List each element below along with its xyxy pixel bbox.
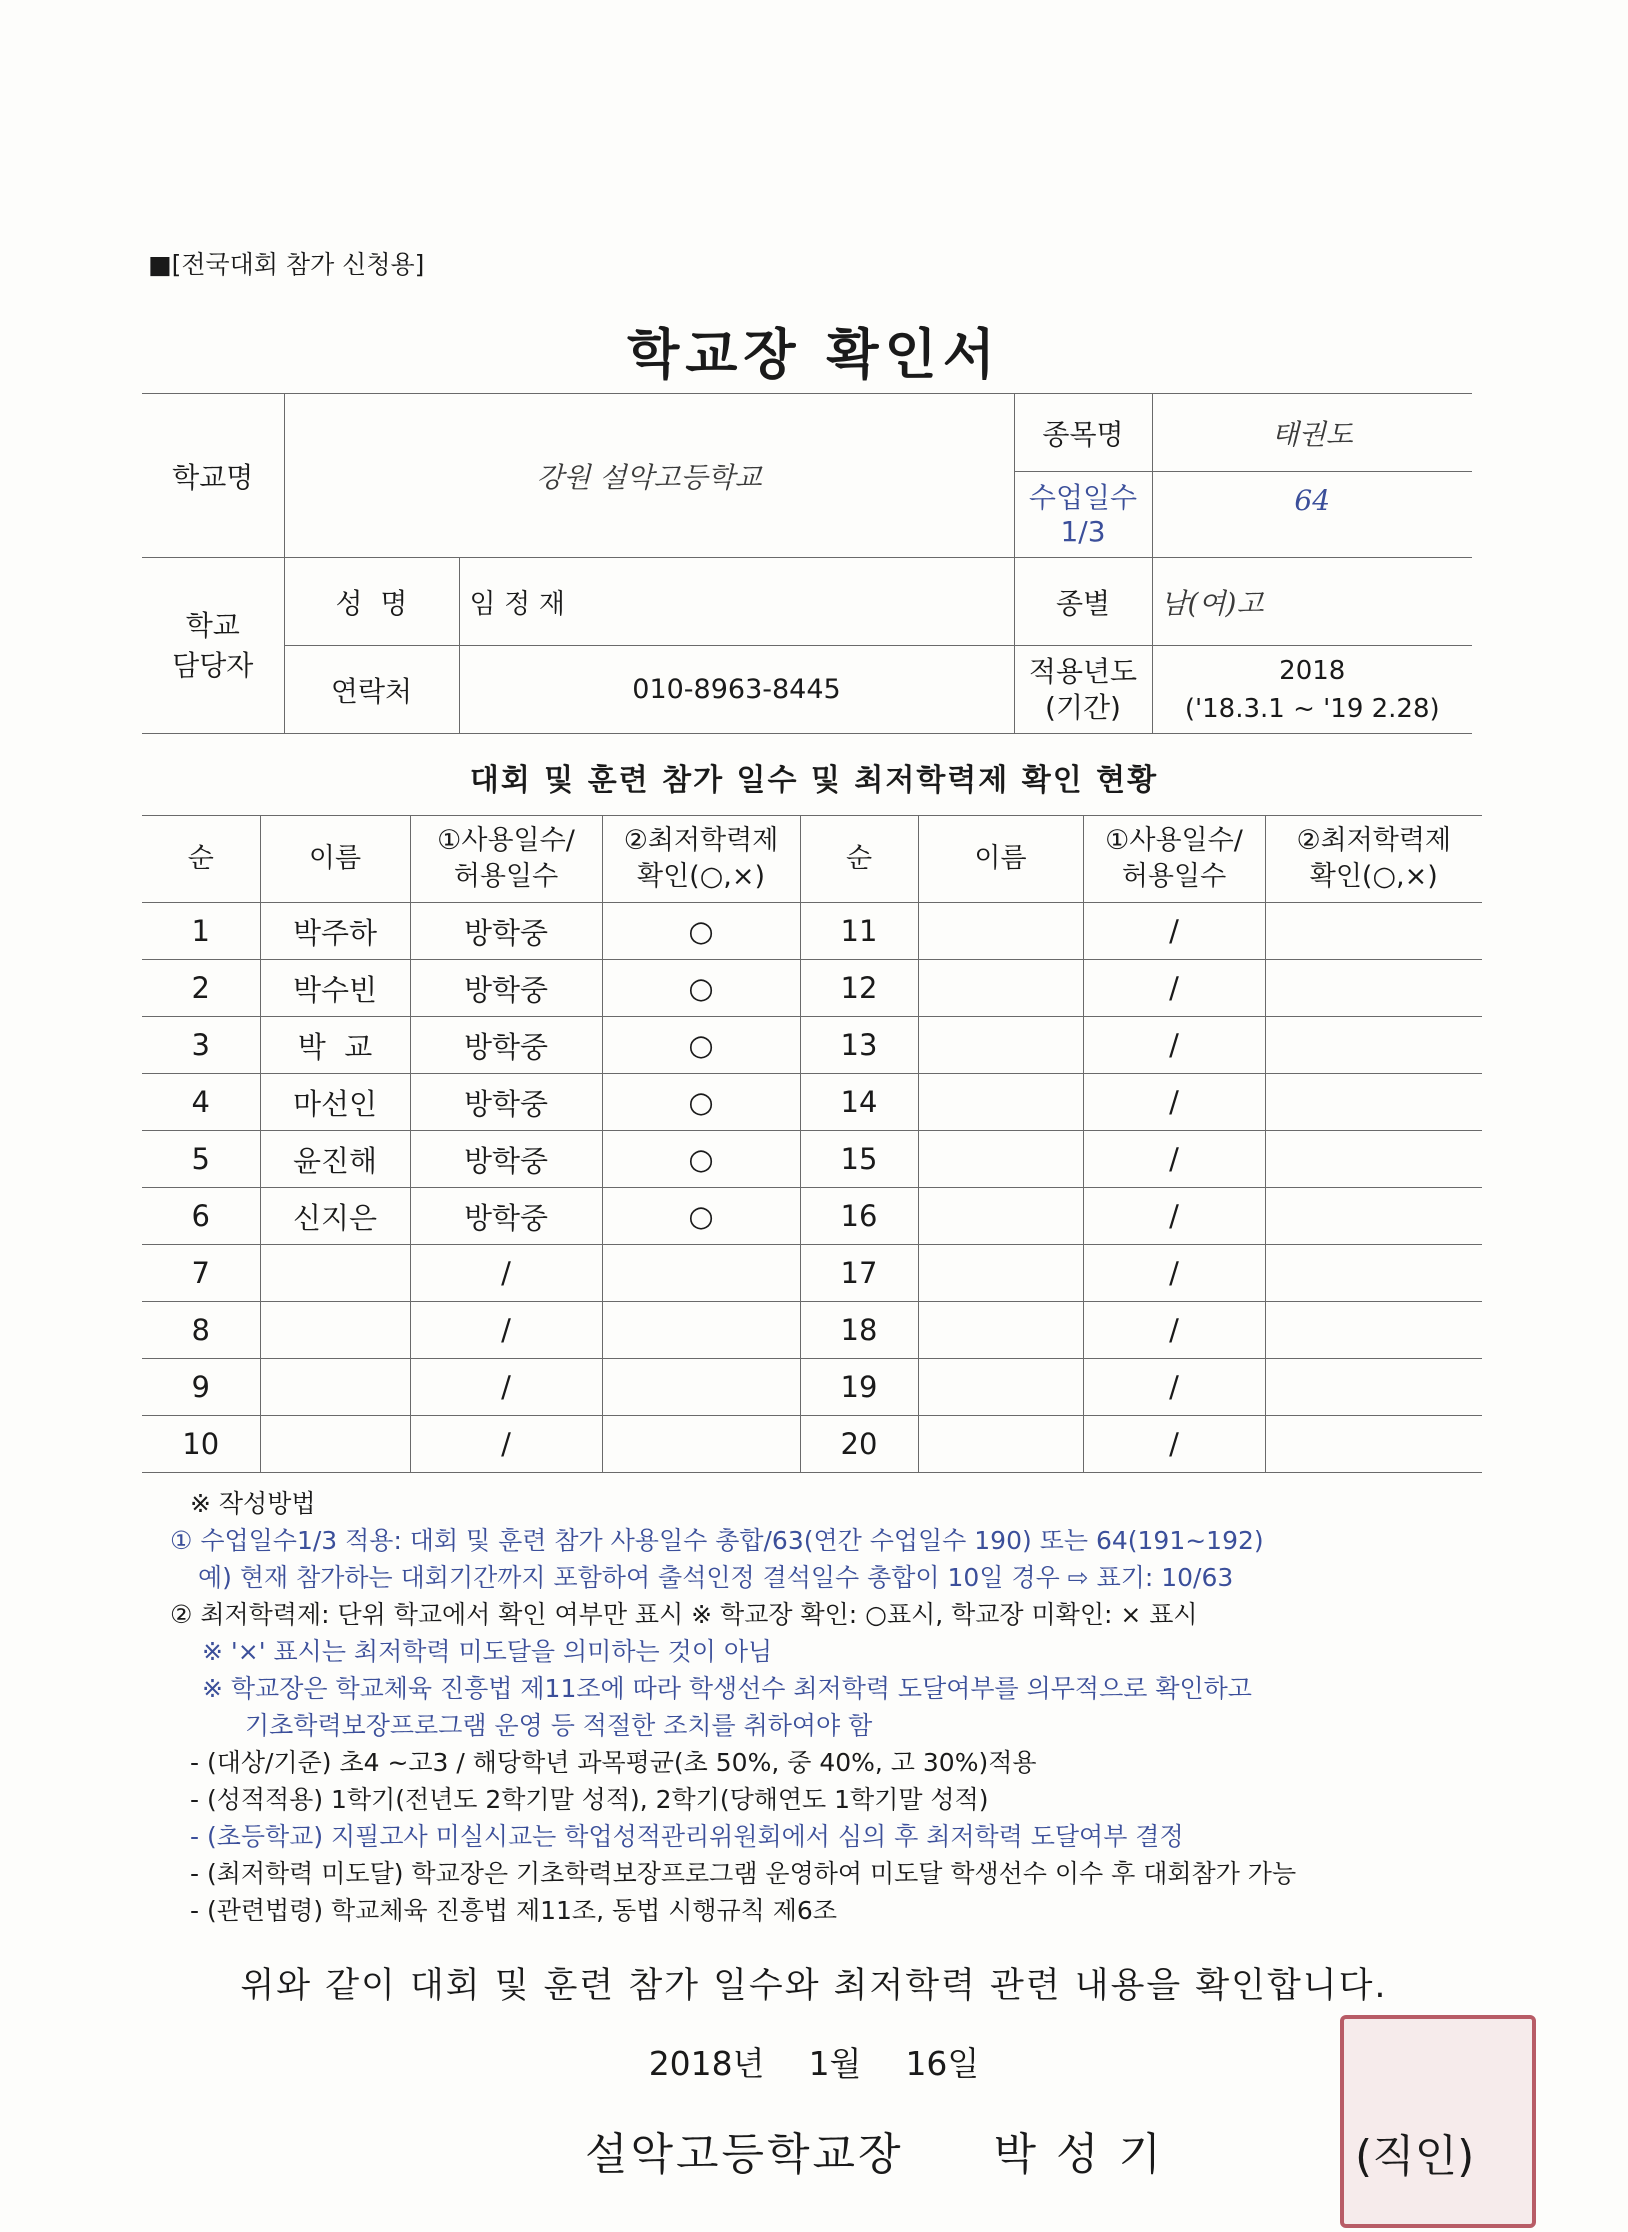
header-name: 이름 xyxy=(918,816,1083,903)
school-value: 강원 설악고등학교 xyxy=(284,394,1014,558)
row-days: / xyxy=(1083,1302,1265,1359)
row-no: 10 xyxy=(142,1416,260,1473)
row-name xyxy=(918,1131,1083,1188)
year-label-line1: 적용년도 xyxy=(1028,654,1138,688)
row-no: 3 xyxy=(142,1017,260,1074)
row-no: 19 xyxy=(800,1359,918,1416)
guide-line: - (초등학교) 지필고사 미실시교는 학업성적관리위원회에서 심의 후 최저학력 도달여부 결정 xyxy=(190,1822,1184,1851)
header-days-line1: ①사용일수/ xyxy=(437,825,575,856)
row-days: / xyxy=(1083,1245,1265,1302)
info-table xyxy=(142,393,1472,734)
row-no: 1 xyxy=(142,903,260,960)
row-check xyxy=(602,1416,800,1473)
row-days: / xyxy=(1083,1131,1265,1188)
row-days: / xyxy=(410,1302,602,1359)
sport-value: 태권도 xyxy=(1152,394,1472,472)
signature-org: 설악고등학교장 xyxy=(585,2129,904,2180)
row-no: 17 xyxy=(800,1245,918,1302)
table-row xyxy=(142,1245,1482,1302)
header-no: 순 xyxy=(142,816,260,903)
guide-line: 예) 현재 참가하는 대회기간까지 포함하여 출석인정 결석일수 총합이 10일 경우 ⇨ 표기: 10/63 xyxy=(198,1563,1234,1592)
year-value-line2: ('18.3.1 ~ '19 2.28) xyxy=(1184,693,1440,724)
row-name xyxy=(918,1302,1083,1359)
row-name xyxy=(260,1416,410,1473)
year-value-line1: 2018 xyxy=(1279,655,1346,686)
header-name: 이름 xyxy=(260,816,410,903)
guide-line: ※ 학교장은 학교체육 진흥법 제11조에 따라 학생선수 최저학력 도달여부를 의무적으로 확인하고 xyxy=(202,1674,1252,1703)
guide-line: - (성적적용) 1학기(전년도 2학기말 성적), 2학기(당해연도 1학기말 성적) xyxy=(190,1785,989,1814)
row-days: / xyxy=(1083,903,1265,960)
seal-label: (직인) xyxy=(1355,2131,1475,2182)
contact-value: 010-8963-8445 xyxy=(459,646,1014,734)
row-days: 방학중 xyxy=(410,960,602,1017)
row-check xyxy=(1265,1188,1482,1245)
class-days-value: 64 xyxy=(1152,472,1472,558)
table-row xyxy=(142,1302,1482,1359)
class-days-label-line2: 1/3 xyxy=(1060,514,1106,548)
header-days-line2: 허용일수 xyxy=(453,861,559,892)
guide-line: - (대상/기준) 초4 ~고3 / 해당학년 과목평균(초 50%, 중 40%, 고 30%)적용 xyxy=(190,1748,1037,1777)
header-no: 순 xyxy=(800,816,918,903)
row-days: / xyxy=(1083,960,1265,1017)
row-name xyxy=(918,1245,1083,1302)
row-days: / xyxy=(1083,1074,1265,1131)
attendance-table xyxy=(142,815,1482,1473)
row-days: 방학중 xyxy=(410,1188,602,1245)
row-check: ○ xyxy=(602,960,800,1017)
row-days: / xyxy=(1083,1416,1265,1473)
document-title: 학교장 확인서 xyxy=(627,323,1001,386)
row-no: 2 xyxy=(142,960,260,1017)
table-row xyxy=(142,1188,1482,1245)
table-row xyxy=(142,1017,1482,1074)
row-check xyxy=(1265,960,1482,1017)
row-no: 16 xyxy=(800,1188,918,1245)
gender-value: 남(여)고 xyxy=(1152,558,1472,646)
row-check: ○ xyxy=(602,903,800,960)
year-label xyxy=(1014,646,1152,734)
row-days: 방학중 xyxy=(410,1074,602,1131)
staff-label-line2: 담당자 xyxy=(172,648,254,682)
guide-line: ※ 작성방법 xyxy=(190,1489,316,1518)
row-name: 신지은 xyxy=(260,1188,410,1245)
year-value xyxy=(1152,646,1472,734)
row-check xyxy=(1265,1245,1482,1302)
row-name xyxy=(918,1017,1083,1074)
table-header-row xyxy=(142,816,1482,903)
header-check xyxy=(1265,816,1482,903)
row-name xyxy=(918,1074,1083,1131)
name-value: 임 정 재 xyxy=(459,558,1014,646)
row-no: 9 xyxy=(142,1359,260,1416)
year-label-line2: (기간) xyxy=(1045,690,1121,724)
row-check xyxy=(1265,1302,1482,1359)
header-check-line2: 확인(○,×) xyxy=(1309,861,1438,892)
row-check: ○ xyxy=(602,1074,800,1131)
row-check xyxy=(1265,1359,1482,1416)
writing-guide xyxy=(170,1485,1510,1929)
row-check: ○ xyxy=(602,1131,800,1188)
header-check-line1: ②최저학력제 xyxy=(1296,825,1452,856)
header-check-line1: ②최저학력제 xyxy=(623,825,779,856)
row-check xyxy=(602,1245,800,1302)
row-check xyxy=(1265,1131,1482,1188)
header-days xyxy=(410,816,602,903)
row-name: 박수빈 xyxy=(260,960,410,1017)
date-day: 16일 xyxy=(905,2044,980,2083)
table-row xyxy=(142,1131,1482,1188)
row-check xyxy=(602,1302,800,1359)
contact-label: 연락처 xyxy=(284,646,459,734)
table-row xyxy=(142,1359,1482,1416)
table-row xyxy=(142,1074,1482,1131)
table-row xyxy=(142,903,1482,960)
row-no: 15 xyxy=(800,1131,918,1188)
row-name: 박주하 xyxy=(260,903,410,960)
row-days: 방학중 xyxy=(410,1017,602,1074)
row-name: 박 교 xyxy=(260,1017,410,1074)
row-days: / xyxy=(1083,1188,1265,1245)
row-check: ○ xyxy=(602,1188,800,1245)
guide-line: - (관련법령) 학교체육 진흥법 제11조, 동법 시행규칙 제6조 xyxy=(190,1896,837,1925)
class-days-label xyxy=(1014,472,1152,558)
guide-line: ※ '×' 표시는 최저학력 미도달을 의미하는 것이 아님 xyxy=(202,1637,773,1666)
header-days-line1: ①사용일수/ xyxy=(1105,825,1243,856)
row-days: 방학중 xyxy=(410,903,602,960)
row-check xyxy=(1265,903,1482,960)
row-check: ○ xyxy=(602,1017,800,1074)
row-no: 13 xyxy=(800,1017,918,1074)
row-name xyxy=(918,903,1083,960)
row-name xyxy=(260,1245,410,1302)
row-no: 7 xyxy=(142,1245,260,1302)
section-title: 대회 및 훈련 참가 일수 및 최저학력제 확인 현황 xyxy=(469,763,1159,798)
row-name xyxy=(918,960,1083,1017)
header-check xyxy=(602,816,800,903)
row-days: / xyxy=(410,1416,602,1473)
row-name xyxy=(260,1302,410,1359)
row-days: 방학중 xyxy=(410,1131,602,1188)
row-check xyxy=(1265,1074,1482,1131)
row-no: 12 xyxy=(800,960,918,1017)
row-name xyxy=(918,1416,1083,1473)
table-row xyxy=(142,1416,1482,1473)
table-row xyxy=(142,960,1482,1017)
row-check xyxy=(1265,1017,1482,1074)
guide-line: ② 최저학력제: 단위 학교에서 확인 여부만 표시 ※ 학교장 확인: ○표시, 학교장 미확인: × 표시 xyxy=(170,1600,1198,1629)
gender-label: 종별 xyxy=(1014,558,1152,646)
date-year: 2018년 xyxy=(648,2044,765,2083)
row-no: 11 xyxy=(800,903,918,960)
confirmation-text: 위와 같이 대회 및 훈련 참가 일수와 최저학력 관련 내용을 확인합니다. xyxy=(240,1966,1388,2006)
class-days-label-line1: 수업일수 xyxy=(1028,480,1138,514)
row-no: 5 xyxy=(142,1131,260,1188)
row-no: 6 xyxy=(142,1188,260,1245)
row-days: / xyxy=(410,1359,602,1416)
row-name: 마선인 xyxy=(260,1074,410,1131)
school-label: 학교명 xyxy=(142,394,284,558)
form-tag: ■[전국대회 참가 신청용] xyxy=(148,250,425,279)
row-days: / xyxy=(410,1245,602,1302)
row-check xyxy=(602,1359,800,1416)
row-name: 윤진해 xyxy=(260,1131,410,1188)
header-days-line2: 허용일수 xyxy=(1121,861,1227,892)
guide-line: ① 수업일수1/3 적용: 대회 및 훈련 참가 사용일수 총합/63(연간 수업일수 190) 또는 64(191~192) xyxy=(170,1526,1264,1555)
row-name xyxy=(918,1188,1083,1245)
row-no: 20 xyxy=(800,1416,918,1473)
staff-label xyxy=(142,558,284,734)
row-no: 18 xyxy=(800,1302,918,1359)
date-month: 1월 xyxy=(808,2044,862,2083)
staff-label-line1: 학교 xyxy=(185,608,240,642)
guide-line: - (최저학력 미도달) 학교장은 기초학력보장프로그램 운영하여 미도달 학생선수 이수 후 대회참가 가능 xyxy=(190,1859,1297,1888)
row-days: / xyxy=(1083,1359,1265,1416)
row-no: 14 xyxy=(800,1074,918,1131)
sport-label: 종목명 xyxy=(1014,394,1152,472)
row-name xyxy=(918,1359,1083,1416)
row-name xyxy=(260,1359,410,1416)
row-days: / xyxy=(1083,1017,1265,1074)
header-days xyxy=(1083,816,1265,903)
row-no: 4 xyxy=(142,1074,260,1131)
row-no: 8 xyxy=(142,1302,260,1359)
guide-line: 기초학력보장프로그램 운영 등 적절한 조치를 취하여야 함 xyxy=(245,1711,873,1740)
name-label: 성 명 xyxy=(284,558,459,646)
row-check xyxy=(1265,1416,1482,1473)
signature-line xyxy=(585,2118,1164,2182)
signature-name: 박 성 기 xyxy=(993,2129,1165,2180)
header-check-line2: 확인(○,×) xyxy=(637,861,765,892)
